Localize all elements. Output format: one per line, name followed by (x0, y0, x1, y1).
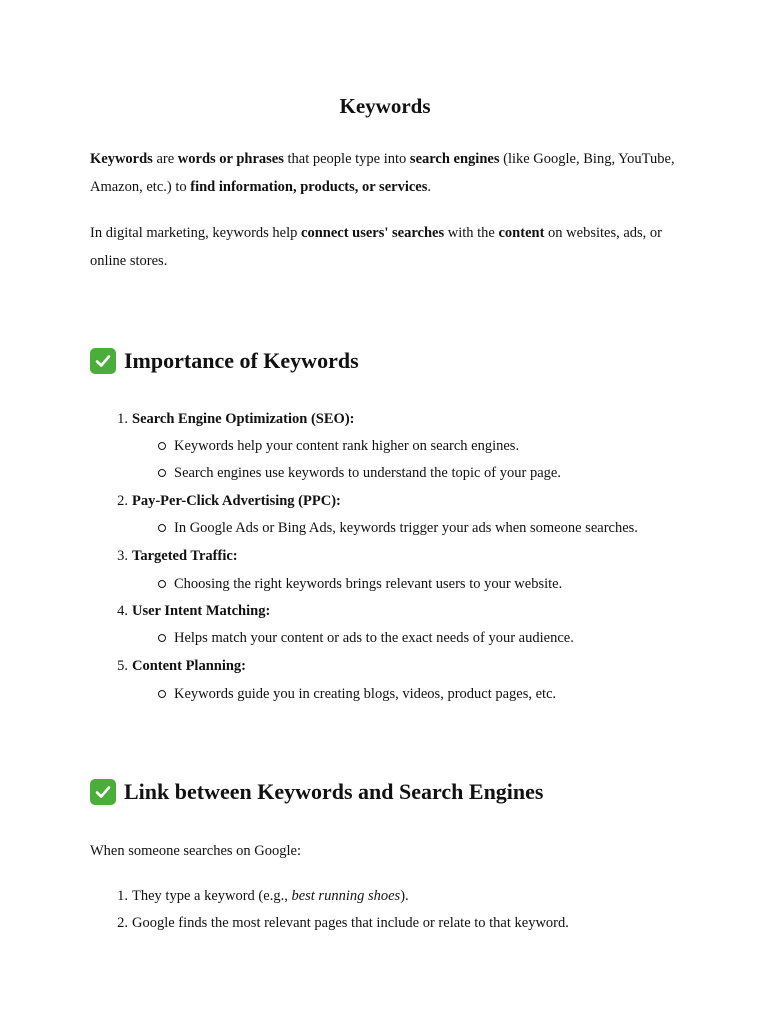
example-keyword: best running shoes (291, 888, 401, 904)
term-search-engines: search engines (409, 151, 500, 167)
text-span: . (427, 178, 431, 195)
sub-list-text: Keywords guide you in creating blogs, videos, product pages, etc. (174, 686, 557, 702)
term-connect-users-searches: connect users' searches (301, 225, 445, 241)
list-item-label: Content Planning: (132, 658, 247, 674)
hollow-bullet-icon (158, 524, 166, 532)
sub-list-item (158, 463, 561, 483)
term-words-or-phrases: words or phrases (177, 151, 284, 167)
text-span: with the (444, 225, 499, 241)
intro-paragraph-2 (90, 220, 680, 275)
text-span: are (152, 151, 178, 167)
sub-list-text: Keywords help your content rank higher on search engines. (174, 438, 520, 454)
section-heading-link (90, 777, 543, 807)
sub-list-item (158, 574, 562, 594)
intro-paragraph-1 (90, 146, 680, 201)
page-title: Keywords (339, 94, 431, 118)
list-number: 1. (117, 411, 128, 427)
section-heading-text: Importance of Keywords (124, 348, 359, 373)
sub-list-item (158, 684, 556, 704)
section-heading-importance (90, 346, 359, 376)
list-number: 4. (117, 603, 128, 619)
check-mark-icon (90, 348, 116, 374)
sub-list-text: Helps match your content or ads to the exact needs of your audience. (174, 630, 574, 646)
list-number: 1. (117, 888, 128, 904)
list-item (90, 601, 270, 621)
hollow-bullet-icon (158, 580, 166, 588)
section-heading-text: Link between Keywords and Search Engines (124, 779, 544, 804)
list-item (90, 656, 246, 676)
list-item-text: Google finds the most relevant pages that include or relate to that keyword. (132, 915, 569, 931)
sub-list-item (158, 518, 638, 538)
list-item-label: Search Engine Optimization (SEO): (132, 411, 355, 427)
term-content: content (498, 225, 545, 241)
list-item (90, 886, 409, 906)
text-span: that people type into (283, 151, 410, 167)
sub-list-text: Choosing the right keywords brings relevant users to your website. (174, 576, 563, 592)
sub-list-text: Search engines use keywords to understand the topic of your page. (174, 465, 561, 481)
hollow-bullet-icon (158, 690, 166, 698)
list-item (90, 491, 341, 511)
hollow-bullet-icon (158, 442, 166, 450)
list-item (90, 546, 238, 566)
check-mark-icon (90, 779, 116, 805)
hollow-bullet-icon (158, 469, 166, 477)
sub-list-item (158, 628, 574, 648)
list-number: 2. (117, 493, 128, 509)
text-span: (like Google, Bing, YouTube, Amazon, etc.) to (90, 151, 675, 195)
list-item (90, 409, 354, 429)
list-number: 5. (117, 658, 128, 674)
sub-list-text: In Google Ads or Bing Ads, keywords trigger your ads when someone searches. (174, 520, 638, 536)
lead-paragraph: When someone searches on Google: (90, 843, 301, 859)
list-item-label: Targeted Traffic: (132, 548, 238, 564)
list-item-text: They type a keyword (e.g., (132, 888, 292, 904)
term-keywords: Keywords (90, 151, 153, 167)
list-item-label: Pay-Per-Click Advertising (PPC): (132, 493, 341, 509)
hollow-bullet-icon (158, 634, 166, 642)
term-find-information: find information, products, or services (190, 178, 428, 195)
text-span: on websites, ads, or online stores. (90, 225, 663, 269)
text-span: In digital marketing, keywords help (90, 225, 302, 241)
list-item-text: ). (400, 888, 409, 904)
sub-list-item (158, 436, 519, 456)
list-item (90, 913, 569, 933)
list-number: 3. (117, 548, 128, 564)
list-item-label: User Intent Matching: (132, 603, 271, 619)
list-number: 2. (117, 915, 128, 931)
